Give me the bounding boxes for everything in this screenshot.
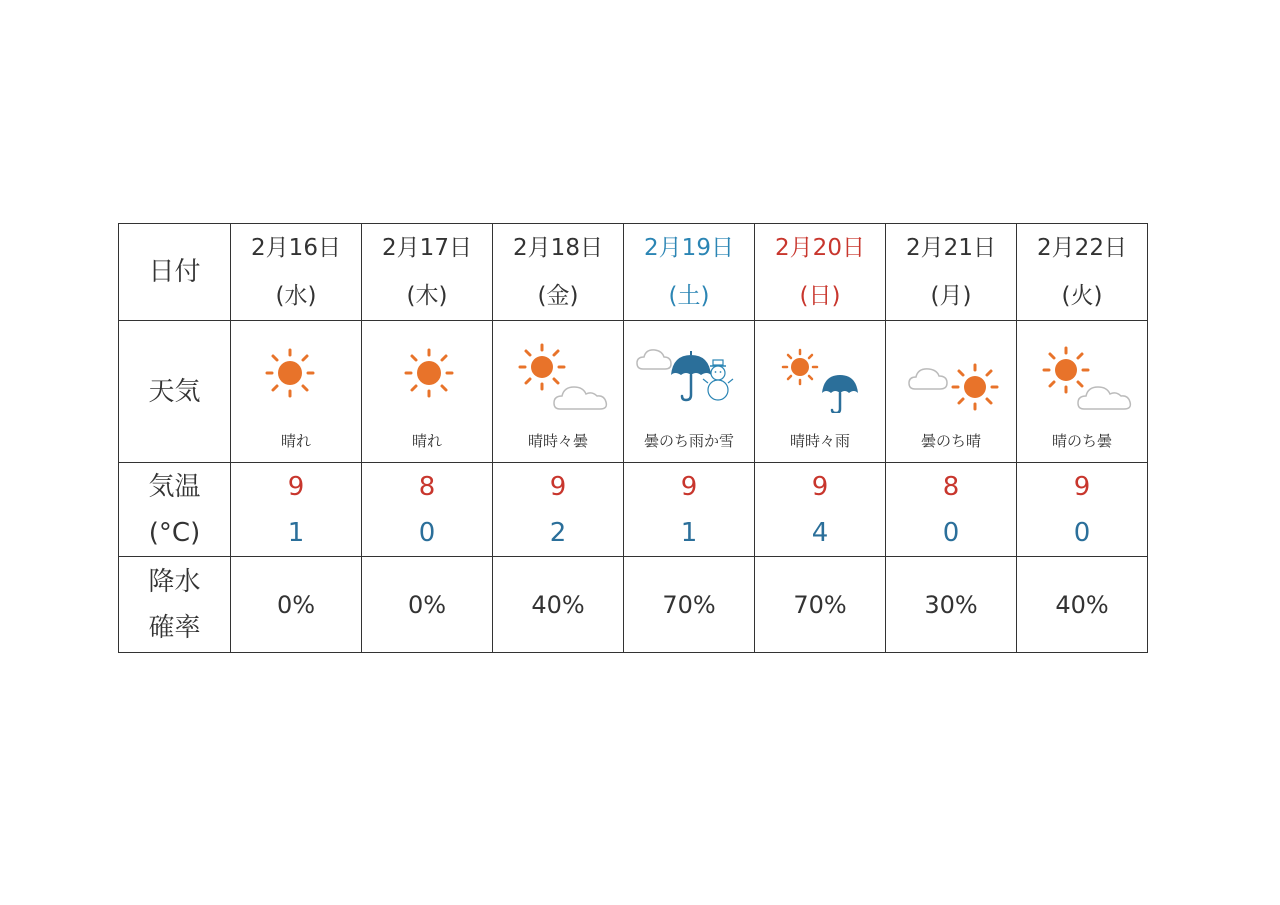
precipitation-label-line1: 降水 <box>148 566 201 597</box>
row-label-precipitation <box>119 557 231 653</box>
precipitation-cell <box>1017 557 1148 653</box>
weekday-text: (日) <box>799 283 841 309</box>
weekday-text: (月) <box>930 283 972 309</box>
high-temp: 9 <box>549 471 567 502</box>
weekday-text: (土) <box>668 283 710 309</box>
sun-and-umbrella-icon <box>755 333 885 425</box>
date-text: 2月17日 <box>382 235 472 261</box>
precipitation-value: 0% <box>276 590 316 619</box>
precipitation-value: 40% <box>531 590 585 619</box>
high-temp: 8 <box>942 471 960 502</box>
weather-cell <box>493 321 624 463</box>
high-temp: 9 <box>287 471 305 502</box>
high-temp: 9 <box>1073 471 1091 502</box>
high-temp: 8 <box>418 471 436 502</box>
precipitation-cell <box>362 557 493 653</box>
temperature-label: 気温 <box>148 471 201 502</box>
temperature-cell <box>362 463 493 557</box>
weekly-forecast-table <box>118 223 1148 653</box>
day-cell <box>1017 224 1148 321</box>
date-text: 2月22日 <box>1037 235 1127 261</box>
cloud-umbrella-snowman-icon <box>624 333 754 425</box>
high-temp: 9 <box>811 471 829 502</box>
precipitation-cell <box>624 557 755 653</box>
row-label-weather <box>119 321 231 463</box>
day-cell <box>624 224 755 321</box>
weather-label: 天気 <box>148 376 201 407</box>
weather-row <box>119 321 1148 463</box>
temperature-cell <box>1017 463 1148 557</box>
sun-and-cloud-icon <box>493 333 623 425</box>
weekday-text: (金) <box>537 283 579 309</box>
sun-icon <box>362 333 492 425</box>
sun-then-cloud-icon <box>1017 333 1147 425</box>
weather-cell <box>1017 321 1148 463</box>
row-label-date <box>119 224 231 321</box>
weekday-text: (水) <box>275 283 317 309</box>
precipitation-cell <box>755 557 886 653</box>
weather-cell <box>231 321 362 463</box>
precipitation-value: 0% <box>407 590 447 619</box>
temperature-cell <box>231 463 362 557</box>
precipitation-cell <box>231 557 362 653</box>
date-text: 2月16日 <box>251 235 341 261</box>
weather-cell <box>624 321 755 463</box>
temperature-unit: (°C) <box>148 517 201 548</box>
weather-text: 晴時々雨 <box>789 431 850 450</box>
precipitation-value: 70% <box>793 590 847 619</box>
date-text: 2月19日 <box>644 235 734 261</box>
weather-text: 曇のち晴 <box>920 431 981 450</box>
weather-text: 曇のち雨か雪 <box>643 431 734 450</box>
row-label-temperature <box>119 463 231 557</box>
low-temp: 0 <box>418 517 436 548</box>
low-temp: 1 <box>680 517 698 548</box>
low-temp: 0 <box>942 517 960 548</box>
low-temp: 1 <box>287 517 305 548</box>
precipitation-label-line2: 確率 <box>148 612 201 643</box>
temperature-cell <box>755 463 886 557</box>
precipitation-row <box>119 557 1148 653</box>
weather-text: 晴れ <box>411 431 442 450</box>
temperature-row <box>119 463 1148 557</box>
low-temp: 4 <box>811 517 829 548</box>
date-text: 2月18日 <box>513 235 603 261</box>
precipitation-cell <box>493 557 624 653</box>
date-row <box>119 224 1148 321</box>
precipitation-cell <box>886 557 1017 653</box>
low-temp: 0 <box>1073 517 1091 548</box>
cloud-then-sun-icon <box>886 333 1016 425</box>
day-cell <box>493 224 624 321</box>
temperature-cell <box>624 463 755 557</box>
high-temp: 9 <box>680 471 698 502</box>
date-label: 日付 <box>148 257 201 287</box>
temperature-cell <box>886 463 1017 557</box>
sun-icon <box>231 333 361 425</box>
weekday-text: (木) <box>406 283 448 309</box>
weather-text: 晴時々曇 <box>527 431 588 450</box>
day-cell <box>886 224 1017 321</box>
weather-text: 晴のち曇 <box>1051 431 1112 450</box>
date-text: 2月21日 <box>906 235 996 261</box>
date-text: 2月20日 <box>775 235 865 261</box>
weekday-text: (火) <box>1061 283 1103 309</box>
precipitation-value: 40% <box>1055 590 1109 619</box>
temperature-cell <box>493 463 624 557</box>
weather-text: 晴れ <box>280 431 311 450</box>
day-cell <box>755 224 886 321</box>
weather-cell <box>886 321 1017 463</box>
day-cell <box>231 224 362 321</box>
weather-cell <box>755 321 886 463</box>
weather-cell <box>362 321 493 463</box>
precipitation-value: 30% <box>924 590 978 619</box>
low-temp: 2 <box>549 517 567 548</box>
precipitation-value: 70% <box>662 590 716 619</box>
day-cell <box>362 224 493 321</box>
